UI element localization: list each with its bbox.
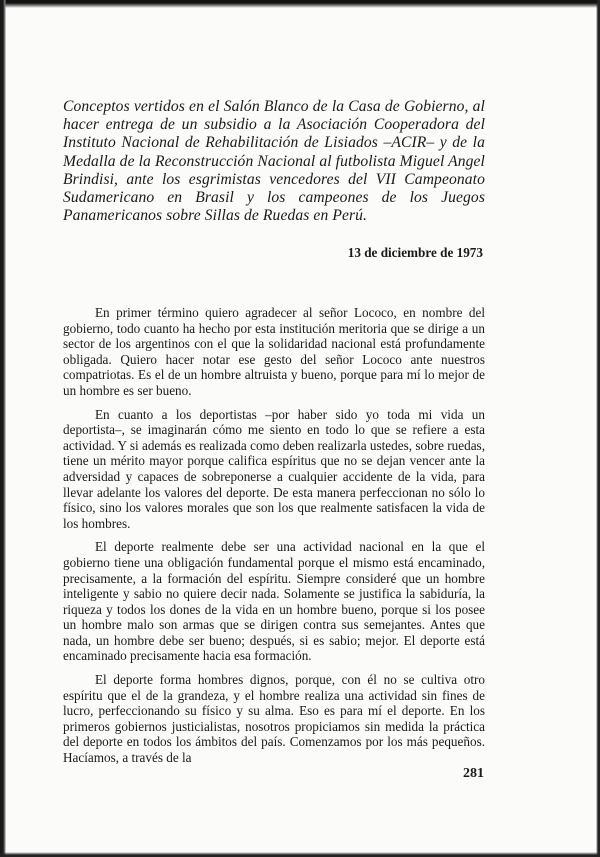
body-paragraph: En primer término quiero agradecer al señor Lococo, en nombre del gobierno, todo cuanto ha hecho por esta institución meritoria que se dirige a un sector de los argentinos con el que la solidaridad nacional está profundamente obligada. Quiero hacer notar ese gesto del señor Lococo ante nuestros compatriotas. Es el de un hombre altruista y bueno, porque para mí lo mejor de un hombre es ser bueno.: [63, 305, 485, 398]
body-paragraph: El deporte realmente debe ser una actividad nacional en la que el gobierno tiene una obligación fundamental porque el mismo está encaminado, precisamente, a la formación del espíritu. Siempre consideré que un hombre inteligente y sabio no quiere decir nada. Solamente se justifica la sabiduría, la riqueza y todos los dones de la vida en un hombre bueno, porque si los posee un hombre malo son armas que se dirigen contra sus semejantes. Antes que nada, un hombre debe ser bueno; después, si es sabio; mejor. El deporte está encaminado precisamente hacia esa formación.: [63, 539, 485, 664]
speech-date: 13 de diciembre de 1973: [347, 245, 483, 260]
page-right-border: [596, 0, 600, 857]
intro-paragraph: Conceptos vertidos en el Salón Blanco de la Casa de Gobierno, al hacer entrega de un subsidio a la Asociación Cooperadora del Instituto Nacional de Rehabilitación de Lisiados –ACIR– y de la Medalla de la Reconstrucción Nacional al futbolista Miguel Angel Brindisi, ante los esgrimistas vencedores del VII Campeonato Sudamericano en Brasil y los campeones de los Juegos Panamericanos sobre Sillas de Ruedas en Perú.: [63, 98, 485, 225]
page-top-border: [0, 0, 600, 8]
body-paragraph: El deporte forma hombres dignos, porque, con él no se cultiva otro espíritu que el de la grandeza, y el hombre realiza una actividad sin fines de lucro, perfeccionando su físico y su alma. Eso es para mí el deporte. En los primeros gobiernos justicialistas, nosotros propiciamos sin medida la práctica del deporte en todos los ámbitos del país. Comenzamos por los más pequeños. Hacíamos, a través de la: [63, 672, 485, 766]
page-number: 281: [463, 766, 484, 781]
body-paragraph: En cuanto a los deportistas –por haber sido yo toda mi vida un deportista–, se imaginarán cómo me siento en todo lo que se refiere a esta actividad. Y si además es realizada como deben realizarla ustedes, sobre ruedas, tiene un mérito mayor porque califica espíritus que no se dejan vencer ante la adversidad y capaces de sobreponerse a cualquier accidente de la vida, para llevar adelante los valores del deporte. De esta manera perfeccionan no sólo lo físico, sino los valores morales que son los que realmente satisfacen la vida de los hombres.: [63, 406, 485, 531]
speech-body: [63, 305, 485, 774]
page-bottom-border: [0, 852, 600, 857]
page-left-border: [0, 0, 6, 857]
